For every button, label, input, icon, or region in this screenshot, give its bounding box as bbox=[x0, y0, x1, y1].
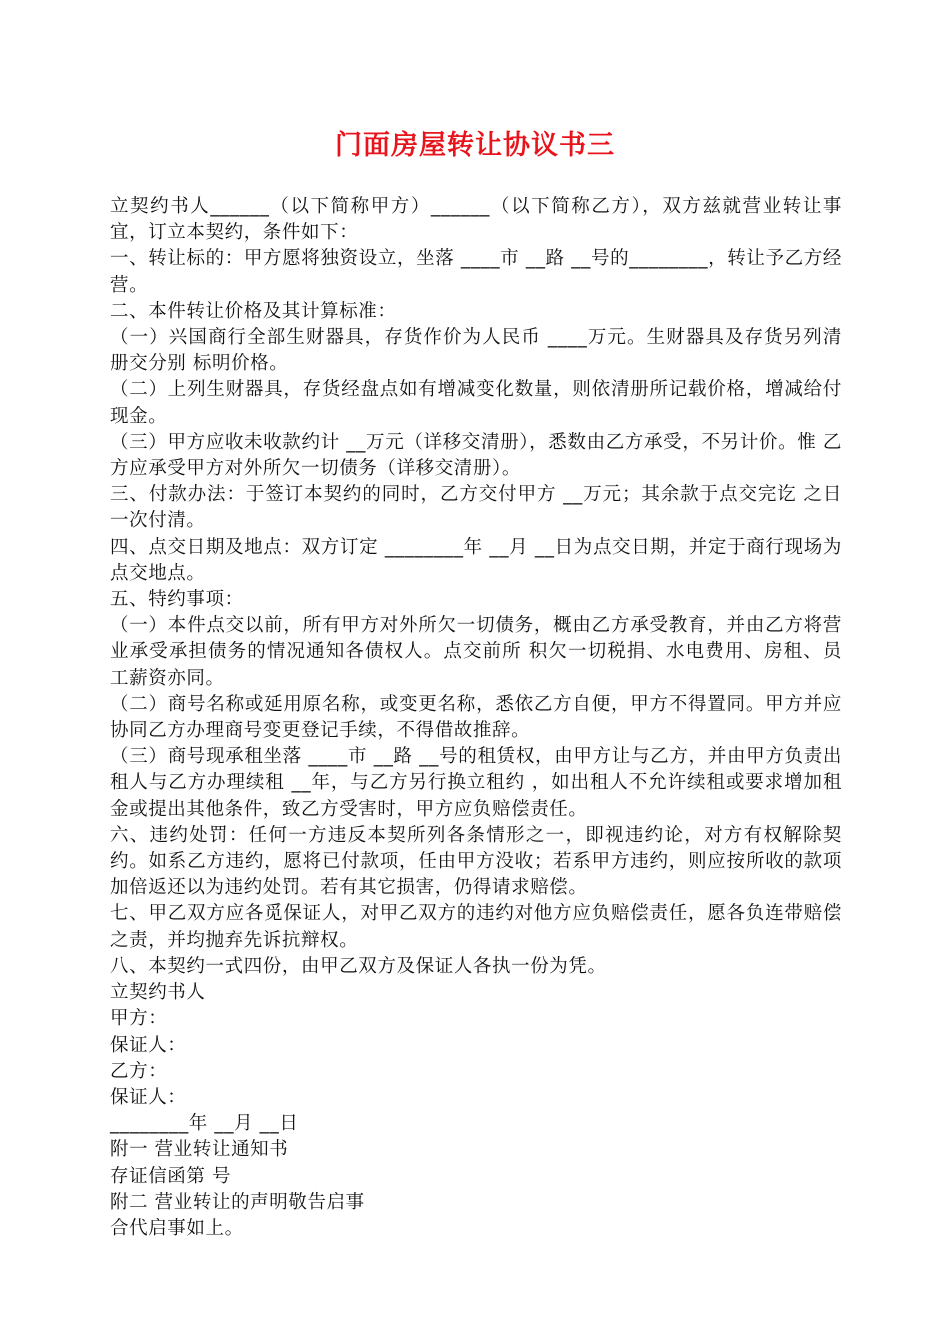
signature-heading: 立契约书人 bbox=[110, 982, 206, 1004]
paragraph-clause-5-3: （三）商号现承租坐落 ____市 __路 __号的租赁权，由甲方让与乙方，并由甲方负责出租人与乙方办理续租 __年，与乙方另行换立租约 ，如出租人不允许续租或要求增加租金或提出其他条件，致乙方受害时，甲方应负赔偿责任。 bbox=[110, 746, 842, 820]
paragraph-clause-2: 二、本件转让价格及其计算标准： bbox=[110, 300, 397, 322]
signature-date: ________年 __月 __日 bbox=[110, 1113, 299, 1135]
paragraph-clause-2-3: （三）甲方应收未收款约计 __万元（详移交清册），悉数由乙方承受，不另计价。惟 乙方应承受甲方对外所欠一切债务（详移交清册）。 bbox=[110, 431, 842, 480]
appendix-1: 附一 营业转让通知书 bbox=[110, 1139, 289, 1161]
signature-guarantor-a: 保证人： bbox=[110, 1034, 187, 1056]
paragraph-clause-3: 三、付款办法：于签订本契约的同时，乙方交付甲方 __万元；其余款于点交完讫 之日一次付清。 bbox=[110, 484, 842, 532]
paragraph-clause-5-2: （二）商号名称或延用原名称，或变更名称，悉依乙方自便，甲方不得置同。甲方并应协同乙方办理商号变更登记手续，不得借故推辞。 bbox=[110, 693, 842, 742]
document-title: 门面房屋转让协议书三 bbox=[335, 130, 615, 161]
appendix-2-closing: 合代启事如上。 bbox=[110, 1217, 244, 1239]
appendix-1-letter-number: 存证信函第 号 bbox=[110, 1165, 232, 1187]
paragraph-clause-4: 四、点交日期及地点：双方订定 ________年 __月 __日为点交日期，并定于商行现场为点交地点。 bbox=[110, 536, 842, 584]
signature-party-a: 甲方： bbox=[110, 1008, 168, 1030]
paragraph-clause-6: 六、违约处罚：任何一方违反本契所列各条情形之一，即视违约论，对方有权解除契约。如系乙方违约，愿将已付款项，任由甲方没收；若系甲方违约，则应按所收的款项加倍返还以为违约处罚。若有其它损害，仍得请求赔偿。 bbox=[110, 824, 842, 899]
paragraph-clause-2-2: （二）上列生财器具，存货经盘点如有增减变化数量，则依清册所记载价格，增减给付现金。 bbox=[110, 379, 842, 427]
paragraph-clause-5-1: （一）本件点交以前，所有甲方对外所欠一切债务，概由乙方承受教育，并由乙方将营业承受承担债务的情况通知各债权人。点交前所 积欠一切税捐、水电费用、房租、员工薪资亦同。 bbox=[110, 615, 842, 689]
document-body bbox=[110, 194, 842, 1242]
paragraph-preamble: 立契约书人______（以下简称甲方）______（以下简称乙方），双方兹就营业转让事宜，订立本契约，条件如下： bbox=[110, 196, 842, 244]
paragraph-clause-7: 七、甲乙双方应各觅保证人，对甲乙双方的违约对他方应负赔偿责任，愿各负连带赔偿之责，并均抛弃先诉抗辩权。 bbox=[110, 903, 842, 951]
paragraph-clause-8: 八、本契约一式四份，由甲乙双方及保证人各执一份为凭。 bbox=[110, 955, 607, 977]
paragraph-clause-5: 五、特约事项： bbox=[110, 589, 244, 611]
paragraph-clause-1: 一、转让标的：甲方愿将独资设立，坐落 ____市 __路 __号的________，转让予乙方经营。 bbox=[110, 248, 842, 296]
signature-guarantor-b: 保证人： bbox=[110, 1086, 187, 1108]
signature-party-b: 乙方： bbox=[110, 1060, 168, 1082]
paragraph-clause-2-1: （一）兴国商行全部生财器具，存货作价为人民币 ____万元。生财器具及存货另列清册交分别 标明价格。 bbox=[110, 327, 842, 375]
appendix-2: 附二 营业转让的声明敬告启事 bbox=[110, 1191, 365, 1213]
